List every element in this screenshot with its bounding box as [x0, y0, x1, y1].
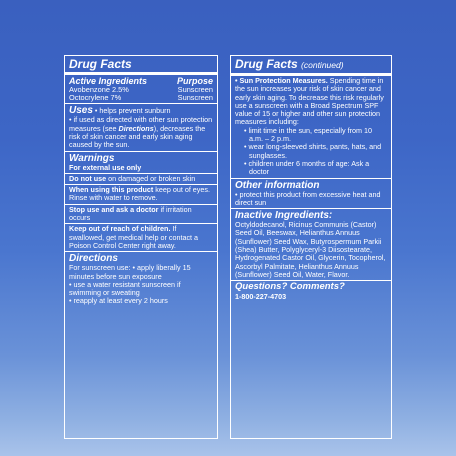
directions-header: Directions [69, 253, 118, 265]
ingredient-row: Octocrylene 7% Sunscreen [69, 93, 213, 103]
phone-number: 1-800-227-4703 [235, 291, 287, 301]
ingredient-row: Avobenzone 2.5% Sunscreen [69, 85, 213, 94]
drug-facts-left-column: Drug Facts Active Ingredients Purpose Avobenzone 2.5% Sunscreen Octocrylene 7% Sunscreen Uses • helps prevent sunburn • if used as directed with other sun protection measures (see Directions), decreases the risk of skin cancer and early skin aging caused by the sun. Warnings For external use only Do not use on damaged or broken skin When using this product keep out of eyes. Rinse with water to remove. Stop use and ask a doctor if irritation occurs Keep out of reach of children. If swallowed, get medical help or contact a Poison Control Center right away. Directions For sunscreen use: • apply liberally 15 minutes before sun exposure • use a water resistant sunscreen if swimming or sweating • reapply at least every 2 hours [64, 55, 218, 439]
purpose-header: Purpose [176, 76, 213, 86]
other-information-header: Other information [235, 179, 320, 191]
questions-section [231, 281, 391, 302]
questions-header: Questions? Comments? [235, 281, 345, 293]
other-information-section: Other information • protect this product from excessive heat and direct sun [231, 179, 391, 209]
active-ingredients-section [65, 75, 217, 103]
drug-facts-right-column [230, 55, 392, 439]
uses-section: Uses • helps prevent sunburn • if used as directed with other sun protection measures (see Directions), decreases the risk of skin cancer and early skin aging caused by the sun. [69, 105, 213, 150]
warnings-section: Warnings For external use only [65, 152, 217, 173]
drug-facts-continued-title: Drug Facts (continued) [235, 57, 344, 71]
inactive-ingredients-header: Inactive Ingredients: [235, 210, 333, 222]
drug-facts-title: Drug Facts [69, 57, 132, 71]
inactive-ingredients-section: Inactive Ingredients: Octyldodecanol, Ricinus Communis (Castor) Seed Oil, Beeswax, Helianthus Annuus (Sunflower) Seed Wax, Butyrospermum Parkii (Shea) Butter, Polyglyceryl-3 Diisostearate, Hydrogenated Castor Oil, Glycerin, Tocopherol, Ascorbyl Palmitate, Helianthus Annuus (Sunflower) Seed Oil, Water, Flavor. [235, 210, 386, 279]
directions-section: Directions For sunscreen use: • apply liberally 15 minutes before sun exposure • use a water resistant sunscreen if swimming or sweating • reapply at least every 2 hours [65, 252, 217, 306]
sun-protection-section: • Sun Protection Measures. Spending time in the sun increases your risk of skin cancer and early skin aging. To decrease this risk regularly use a sunscreen with a Broad Spectrum SPF value of 15 or higher and other sun protection measures including: • limit time in the sun, especially from 10 a.m. – 2 p.m. • wear long-sleeved shirts, pants, hats, and sunglasses. • children under 6 months of age: Ask a doctor [235, 76, 384, 177]
uses-header: Uses [69, 105, 93, 117]
active-ingredients-header: Active Ingredients [69, 76, 148, 86]
warnings-header: Warnings [69, 152, 115, 164]
